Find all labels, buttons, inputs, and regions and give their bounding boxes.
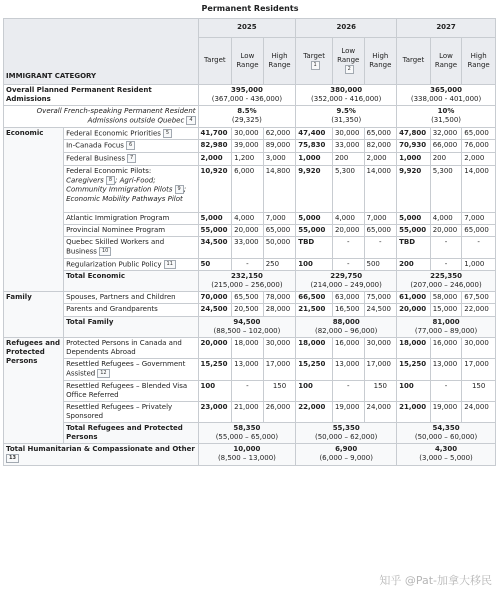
high-range-header: High Range — [462, 38, 496, 85]
table-row — [4, 127, 496, 140]
cell-high: 75,000 — [364, 292, 397, 304]
cell-low: 200 — [332, 153, 364, 166]
cell-low: 200 — [430, 153, 462, 166]
cell-high: 7,000 — [263, 212, 296, 224]
cell-high: 26,000 — [263, 401, 296, 422]
category-header: IMMIGRANT CATEGORY — [4, 19, 199, 85]
target-header: Target — [397, 38, 431, 85]
footnote-link[interactable]: 12 — [97, 369, 109, 378]
row-label: Resettled Refugees – Blended Visa Office Referred — [64, 380, 198, 401]
row-label: Federal Economic Pilots: Caregivers 8 ; Agri-Food; Community Immigration Pilots 9 ; Economic Mobility Pathways Pilot — [64, 165, 198, 212]
total-2025: 232,150 (215,000 – 256,000) — [198, 271, 296, 292]
low-range-header: Low Range — [430, 38, 462, 85]
cell-low: 13,000 — [332, 358, 364, 380]
cell-high: 2,000 — [364, 153, 397, 166]
table-row — [4, 258, 496, 271]
cell-high: 62,000 — [263, 127, 296, 140]
table-row — [4, 212, 496, 224]
table-row — [4, 165, 496, 212]
cell-low: - — [430, 380, 462, 401]
cell-high: 30,000 — [263, 337, 296, 358]
table-row — [4, 153, 496, 166]
table-row — [4, 236, 496, 258]
cell-target: 5,000 — [397, 212, 431, 224]
cell-high: 150 — [462, 380, 496, 401]
cell-high: 78,000 — [263, 292, 296, 304]
cell-target: TBD — [397, 236, 431, 258]
cell-target: 23,000 — [198, 401, 232, 422]
cell-low: - — [332, 380, 364, 401]
cell-target: 55,000 — [397, 224, 431, 236]
cell-low: 21,000 — [232, 401, 264, 422]
french-row — [4, 106, 496, 128]
cell-low: 1,200 — [232, 153, 264, 166]
cell-target: 47,400 — [296, 127, 333, 140]
cell-low: 13,000 — [430, 358, 462, 380]
high-range-header: High Range — [364, 38, 397, 85]
cell-target: 15,250 — [198, 358, 232, 380]
cell-low: 16,000 — [332, 337, 364, 358]
group-economic: Economic — [4, 127, 64, 291]
cell-target: 18,000 — [296, 337, 333, 358]
row-label: Quebec Skilled Workers and Business 10 — [64, 236, 198, 258]
row-label: Regularization Public Policy 11 — [64, 258, 198, 271]
cell-high: 65,000 — [462, 127, 496, 140]
table-row — [4, 380, 496, 401]
cell-low: 5,300 — [332, 165, 364, 212]
cell-low: 30,000 — [332, 127, 364, 140]
cell-high: 14,800 — [263, 165, 296, 212]
cell-target: 100 — [198, 380, 232, 401]
cell-high: 17,000 — [462, 358, 496, 380]
cell-low: 20,000 — [430, 224, 462, 236]
cell-low: - — [232, 380, 264, 401]
cell-low: 4,000 — [332, 212, 364, 224]
high-range-header: High Range — [263, 38, 296, 85]
total-2027: 54,350 (50,000 – 60,000) — [397, 422, 496, 443]
cell-target: 9,920 — [397, 165, 431, 212]
cell-high: 17,000 — [263, 358, 296, 380]
watermark: 知乎 @Pat-加拿大移民 — [379, 574, 492, 587]
table-row — [4, 401, 496, 422]
footnote-link[interactable]: 5 — [163, 129, 172, 138]
cell-high: 24,500 — [364, 304, 397, 316]
low-range-header: Low Range 2 — [332, 38, 364, 85]
row-label: Resettled Refugees – Privately Sponsored — [64, 401, 198, 422]
cell-high: - — [462, 236, 496, 258]
cell-low: 16,000 — [430, 337, 462, 358]
cell-target: 70,930 — [397, 140, 431, 153]
year-header-row — [4, 19, 496, 38]
cell-high: 17,000 — [364, 358, 397, 380]
cell-target: 15,250 — [296, 358, 333, 380]
cell-target: 5,000 — [296, 212, 333, 224]
total-2025: 58,350 (55,000 – 65,000) — [198, 422, 296, 443]
cell-high: 7,000 — [364, 212, 397, 224]
total-label: Total Refugees and Protected Persons — [64, 422, 198, 443]
cell-target: 2,000 — [198, 153, 232, 166]
footnote-link[interactable]: 1 — [311, 61, 320, 70]
cell-target: 82,980 — [198, 140, 232, 153]
total-row — [4, 422, 496, 443]
total-label: Total Economic — [64, 271, 198, 292]
cell-low: 16,500 — [332, 304, 364, 316]
cell-low: 33,000 — [232, 236, 264, 258]
cell-high: 65,000 — [263, 224, 296, 236]
cell-high: 30,000 — [462, 337, 496, 358]
total-2027: 81,000 (77,000 – 89,000) — [397, 316, 496, 337]
overall-2027: 365,000 (338,000 - 401,000) — [397, 85, 496, 106]
year-header-2027: 2027 — [397, 19, 496, 38]
cell-low: 39,000 — [232, 140, 264, 153]
row-label: In-Canada Focus 6 — [64, 140, 198, 153]
target-header: Target — [198, 38, 232, 85]
cell-high: 2,000 — [462, 153, 496, 166]
cell-low: - — [430, 258, 462, 271]
cell-high: 65,000 — [364, 127, 397, 140]
humanitarian-label: Total Humanitarian & Compassionate and Other 13 — [4, 444, 199, 466]
total-2026: 88,000 (82,000 – 96,000) — [296, 316, 397, 337]
cell-high: 89,000 — [263, 140, 296, 153]
cell-low: - — [332, 236, 364, 258]
cell-low: 30,000 — [232, 127, 264, 140]
year-header-2026: 2026 — [296, 19, 397, 38]
group-family: Family — [4, 292, 64, 337]
row-label: Federal Economic Priorities 5 — [64, 127, 198, 140]
cell-target: 41,700 — [198, 127, 232, 140]
cell-high: 65,000 — [462, 224, 496, 236]
total-row — [4, 316, 496, 337]
cell-high: 7,000 — [462, 212, 496, 224]
footnote-link[interactable]: 7 — [127, 154, 136, 163]
cell-low: 65,500 — [232, 292, 264, 304]
cell-low: - — [430, 236, 462, 258]
footnote-link[interactable]: 8 — [106, 176, 115, 185]
humanitarian-row — [4, 444, 496, 466]
cell-high: 500 — [364, 258, 397, 271]
table-row — [4, 292, 496, 304]
group-refugees: Refugees and Protected Persons — [4, 337, 64, 443]
target-header: Target1 — [296, 38, 333, 85]
cell-high: 150 — [263, 380, 296, 401]
total-2027: 225,350 (207,000 – 246,000) — [397, 271, 496, 292]
permanent-residents-table — [3, 18, 496, 466]
cell-target: 24,500 — [198, 304, 232, 316]
cell-low: 6,000 — [232, 165, 264, 212]
cell-high: 14,000 — [462, 165, 496, 212]
cell-target: 55,000 — [198, 224, 232, 236]
row-label: Protected Persons in Canada and Dependents Abroad — [64, 337, 198, 358]
cell-target: 18,000 — [397, 337, 431, 358]
cell-target: 75,830 — [296, 140, 333, 153]
total-2026: 229,750 (214,000 – 249,000) — [296, 271, 397, 292]
french-label: Overall French-speaking Permanent Resident Admissions outside Quebec 4 — [4, 106, 199, 128]
cell-target: 1,000 — [296, 153, 333, 166]
cell-target: 20,000 — [198, 337, 232, 358]
cell-high: 250 — [263, 258, 296, 271]
cell-high: 67,500 — [462, 292, 496, 304]
table-row — [4, 224, 496, 236]
cell-target: 20,000 — [397, 304, 431, 316]
cell-target: 22,000 — [296, 401, 333, 422]
cell-low: 4,000 — [232, 212, 264, 224]
cell-target: 21,500 — [296, 304, 333, 316]
cell-target: TBD — [296, 236, 333, 258]
cell-low: 58,000 — [430, 292, 462, 304]
low-range-header: Low Range — [232, 38, 264, 85]
cell-target: 34,500 — [198, 236, 232, 258]
footnote-link[interactable]: 4 — [186, 116, 195, 125]
cell-target: 21,000 — [397, 401, 431, 422]
cell-low: 15,000 — [430, 304, 462, 316]
row-label: Spouses, Partners and Children — [64, 292, 198, 304]
cell-high: 30,000 — [364, 337, 397, 358]
total-2025: 94,500 (88,500 – 102,000) — [198, 316, 296, 337]
cell-target: 55,000 — [296, 224, 333, 236]
humanitarian-2025: 10,000 (8,500 – 13,000) — [198, 444, 296, 466]
overall-row — [4, 85, 496, 106]
cell-target: 200 — [397, 258, 431, 271]
cell-high: 65,000 — [364, 224, 397, 236]
cell-target: 9,920 — [296, 165, 333, 212]
cell-high: 82,000 — [364, 140, 397, 153]
year-header-2025: 2025 — [198, 19, 296, 38]
cell-high: 14,000 — [364, 165, 397, 212]
table-caption: Permanent Residents — [201, 4, 299, 13]
footnote-link[interactable]: 9 — [175, 185, 184, 194]
cell-high: 3,000 — [263, 153, 296, 166]
row-label: Resettled Refugees – Government Assisted 12 — [64, 358, 198, 380]
cell-target: 70,000 — [198, 292, 232, 304]
french-2025: 8.5% (29,325) — [198, 106, 296, 128]
total-2026: 55,350 (50,000 – 62,000) — [296, 422, 397, 443]
row-label: Provincial Nominee Program — [64, 224, 198, 236]
cell-low: 63,000 — [332, 292, 364, 304]
row-label: Parents and Grandparents — [64, 304, 198, 316]
cell-target: 100 — [296, 258, 333, 271]
french-2027: 10% (31,500) — [397, 106, 496, 128]
cell-low: 4,000 — [430, 212, 462, 224]
cell-high: 22,000 — [462, 304, 496, 316]
cell-target: 15,250 — [397, 358, 431, 380]
humanitarian-2026: 6,900 (6,000 – 9,000) — [296, 444, 397, 466]
cell-target: 47,800 — [397, 127, 431, 140]
cell-high: 28,000 — [263, 304, 296, 316]
table-row — [4, 304, 496, 316]
cell-high: 24,000 — [364, 401, 397, 422]
table-row — [4, 140, 496, 153]
cell-low: 33,000 — [332, 140, 364, 153]
cell-high: 24,000 — [462, 401, 496, 422]
cell-low: 20,000 — [332, 224, 364, 236]
cell-high: 150 — [364, 380, 397, 401]
overall-label: Overall Planned Permanent Resident Admissions — [4, 85, 199, 106]
french-2026: 9.5% (31,350) — [296, 106, 397, 128]
total-label: Total Family — [64, 316, 198, 337]
row-label: Atlantic Immigration Program — [64, 212, 198, 224]
cell-target: 100 — [296, 380, 333, 401]
overall-2025: 395,000 (367,000 - 436,000) — [198, 85, 296, 106]
cell-low: 5,300 — [430, 165, 462, 212]
row-label: Federal Business 7 — [64, 153, 198, 166]
cell-low: - — [332, 258, 364, 271]
footnote-link[interactable]: 13 — [6, 454, 19, 463]
humanitarian-2027: 4,300 (3,000 – 5,000) — [397, 444, 496, 466]
footnote-link[interactable]: 2 — [345, 65, 354, 74]
cell-low: 20,000 — [232, 224, 264, 236]
table-row — [4, 337, 496, 358]
cell-target: 50 — [198, 258, 232, 271]
cell-low: 66,000 — [430, 140, 462, 153]
cell-target: 5,000 — [198, 212, 232, 224]
cell-low: 32,000 — [430, 127, 462, 140]
cell-high: 1,000 — [462, 258, 496, 271]
cell-target: 10,920 — [198, 165, 232, 212]
footnote-link[interactable]: 6 — [126, 141, 135, 150]
cell-target: 1,000 — [397, 153, 431, 166]
overall-2026: 380,000 (352,000 - 416,000) — [296, 85, 397, 106]
cell-low: - — [232, 258, 264, 271]
total-row — [4, 271, 496, 292]
cell-low: 19,000 — [430, 401, 462, 422]
table-row — [4, 358, 496, 380]
cell-target: 61,000 — [397, 292, 431, 304]
cell-low: 13,000 — [232, 358, 264, 380]
cell-high: - — [364, 236, 397, 258]
cell-low: 18,000 — [232, 337, 264, 358]
cell-low: 20,500 — [232, 304, 264, 316]
cell-high: 76,000 — [462, 140, 496, 153]
cell-low: 19,000 — [332, 401, 364, 422]
cell-target: 100 — [397, 380, 431, 401]
footnote-link[interactable]: 10 — [99, 247, 111, 256]
cell-high: 50,000 — [263, 236, 296, 258]
footnote-link[interactable]: 11 — [164, 260, 176, 269]
cell-target: 66,500 — [296, 292, 333, 304]
